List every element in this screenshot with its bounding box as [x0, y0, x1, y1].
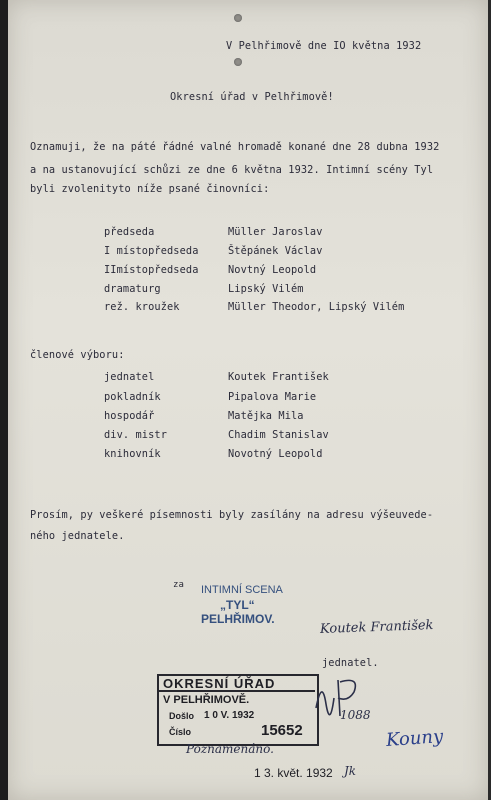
recipient-line: Okresní úřad v Pelhřimově!: [170, 91, 334, 103]
officer-role: rež. kroužek: [104, 301, 180, 313]
club-stamp-line: „TYL“: [220, 598, 255, 612]
handwritten-initials: Jk: [344, 764, 357, 778]
registry-received-label: Došlo: [169, 711, 195, 721]
intro-line: a na ustanovující schůzi ze dne 6 května 1932. Intimní scény Tyl: [30, 164, 434, 176]
registry-received-date: 1 0 V. 1932: [204, 710, 255, 721]
club-stamp-line: PELHŘIMOV.: [201, 612, 275, 626]
registry-office: OKRESNÍ ÚŘAD: [163, 676, 276, 691]
punch-hole: [234, 14, 242, 22]
place-date-line: V Pelhřimově dne IO května 1932: [226, 40, 422, 52]
date-stamp: 1 3. květ. 1932: [254, 766, 333, 780]
intro-line: Oznamuji, že na páté řádné valné hromadě konané dne 28 dubna 1932: [30, 141, 440, 153]
officer-name: Štěpánek Václav: [228, 245, 323, 257]
committee-role: knihovník: [104, 448, 161, 460]
punch-hole: [234, 58, 242, 66]
committee-role: div. mistr: [104, 429, 167, 441]
officer-name: Novtný Leopold: [228, 264, 317, 276]
handwritten-signature: Koutek František: [319, 618, 434, 637]
club-stamp-prefix: za: [173, 580, 185, 590]
intro-line: byli zvolenityto níže psané činovníci:: [30, 183, 270, 195]
committee-role: hospodář: [104, 410, 155, 422]
committee-role: pokladník: [104, 391, 161, 403]
scan-edge: [0, 0, 8, 800]
committee-name: Pipalova Marie: [228, 391, 317, 403]
officer-role: I místopředseda: [104, 245, 199, 257]
club-stamp-line: INTIMNÍ SCENA: [201, 584, 283, 596]
registry-town: V PELHŘIMOVĚ.: [163, 694, 250, 706]
handwritten-note: Poznamenáno.: [186, 742, 274, 756]
reference-number: 1088: [340, 708, 371, 722]
officer-role: dramaturg: [104, 283, 161, 295]
officer-name: Müller Theodor, Lipský Vilém: [228, 301, 405, 313]
registry-number: 15652: [261, 722, 303, 739]
committee-heading: členové výboru:: [30, 349, 125, 361]
registry-number-label: Číslo: [169, 727, 192, 737]
signature-title: jednatel.: [322, 657, 379, 669]
committee-name: Novotný Leopold: [228, 448, 323, 460]
request-line: ného jednatele.: [30, 530, 125, 542]
officer-role: předseda: [104, 226, 155, 238]
officer-name: Müller Jaroslav: [228, 226, 323, 238]
blue-ink-signature: Kouny: [385, 726, 444, 751]
officer-role: IImístopředseda: [104, 264, 199, 276]
committee-role: jednatel: [104, 371, 155, 383]
officer-name: Lipský Vilém: [228, 283, 304, 295]
committee-name: Chadim Stanislav: [228, 429, 329, 441]
committee-name: Koutek František: [228, 371, 329, 383]
committee-name: Matějka Mila: [228, 410, 304, 422]
request-line: Prosím, py veškeré písemnosti byly zasílány na adresu výšeuvede-: [30, 509, 434, 521]
document-page: [8, 0, 488, 800]
